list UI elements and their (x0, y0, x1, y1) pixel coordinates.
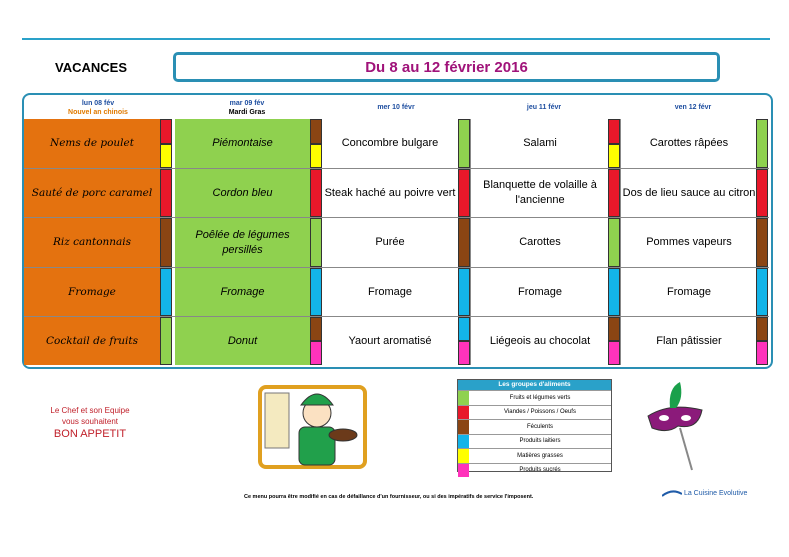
food-group-marker (160, 169, 172, 217)
food-group-marker (310, 341, 322, 365)
row-divider (24, 267, 769, 268)
food-group-marker (756, 317, 768, 341)
menu-cell: Riz cantonnais (24, 218, 160, 267)
menu-cell: Yaourt aromatisé (322, 317, 458, 365)
food-group-marker (608, 317, 620, 341)
day-header-wed: mer 10 févr (377, 104, 415, 111)
menu-cell: Flan pâtissier (622, 317, 756, 365)
col-divider (470, 119, 471, 365)
day-header-mon: lun 08 fév Nouvel an chinois (68, 100, 128, 116)
menu-cell: Salami (472, 119, 608, 168)
food-group-marker (458, 169, 470, 217)
menu-cell: Liégeois au chocolat (472, 317, 608, 365)
food-group-marker (458, 268, 470, 316)
food-group-marker (608, 119, 620, 144)
menu-cell: Nems de poulet (24, 119, 160, 168)
legend-item: Produits laitiers (458, 434, 611, 449)
menu-cell: Fromage (472, 268, 608, 316)
food-group-marker (160, 218, 172, 267)
menu-cell: Fromage (24, 268, 160, 316)
menu-cell: Piémontaise (175, 119, 310, 168)
food-group-marker (160, 119, 172, 144)
menu-cell: Dos de lieu sauce au citron (622, 169, 756, 217)
row-divider (24, 316, 769, 317)
chef-message: Le Chef et son Equipe vous souhaitent BON APPETIT (50, 406, 130, 440)
food-group-marker (160, 317, 172, 365)
food-group-marker (310, 317, 322, 341)
food-group-marker (608, 144, 620, 169)
menu-cell: Sauté de porc caramel (24, 169, 160, 217)
food-group-marker (458, 341, 470, 365)
menu-cell: Steak haché au poivre vert (322, 169, 458, 217)
menu-cell: Fromage (322, 268, 458, 316)
menu-cell: Poêlée de légumes persillés (175, 218, 310, 267)
food-group-marker (756, 119, 768, 168)
food-group-marker (310, 169, 322, 217)
food-group-marker (756, 341, 768, 365)
food-group-marker (608, 169, 620, 217)
food-group-marker (608, 341, 620, 365)
legend-title: Les groupes d'aliments (458, 380, 611, 390)
food-group-marker (458, 218, 470, 267)
food-group-marker (756, 218, 768, 267)
food-group-marker (160, 268, 172, 316)
row-divider (24, 217, 769, 218)
menu-cell: Carottes râpées (622, 119, 756, 168)
food-group-marker (310, 218, 322, 267)
food-group-marker (608, 218, 620, 267)
legend-item: Produits sucrés (458, 463, 611, 478)
food-group-marker (756, 268, 768, 316)
food-group-marker (458, 317, 470, 341)
menu-cell: Donut (175, 317, 310, 365)
food-group-marker (458, 119, 470, 168)
day-header-tue: mar 09 fév Mardi Gras (228, 100, 266, 116)
menu-cell: Purée (322, 218, 458, 267)
top-divider (22, 38, 770, 40)
menu-cell: Fromage (622, 268, 756, 316)
legend-item: Fruits et légumes verts (458, 390, 611, 405)
day-header-fri: ven 12 févr (674, 104, 712, 111)
legend-item: Viandes / Poissons / Oeufs (458, 405, 611, 420)
chinese-chef-illustration (255, 375, 370, 475)
food-group-marker (160, 144, 172, 169)
menu-cell: Carottes (472, 218, 608, 267)
vacances-label: VACANCES (55, 60, 127, 75)
food-group-marker (608, 268, 620, 316)
menu-table (22, 93, 773, 369)
legend-item: Féculents (458, 419, 611, 434)
brand-logo: La Cuisine Evolutive (662, 488, 747, 498)
menu-cell: Cordon bleu (175, 169, 310, 217)
page-title: Du 8 au 12 février 2016 (173, 52, 720, 82)
day-header-thu: jeu 11 févr (526, 104, 562, 111)
legend-item: Matières grasses (458, 448, 611, 463)
food-group-marker (310, 268, 322, 316)
menu-cell: Blanquette de volaille à l'ancienne (472, 169, 608, 217)
carnival-mask-illustration (640, 378, 715, 473)
menu-cell: Fromage (175, 268, 310, 316)
row-divider (24, 168, 769, 169)
food-groups-legend (457, 379, 612, 472)
food-group-marker (756, 169, 768, 217)
menu-cell: Cocktail de fruits (24, 317, 160, 365)
food-group-marker (310, 119, 322, 144)
menu-cell: Pommes vapeurs (622, 218, 756, 267)
menu-cell: Concombre bulgare (322, 119, 458, 168)
col-divider (620, 119, 621, 365)
disclaimer-note: Ce menu pourra être modifié en cas de défaillance d'un fournisseur, ou si des impératifs de service l'imposent. (244, 494, 534, 500)
food-group-marker (310, 144, 322, 169)
